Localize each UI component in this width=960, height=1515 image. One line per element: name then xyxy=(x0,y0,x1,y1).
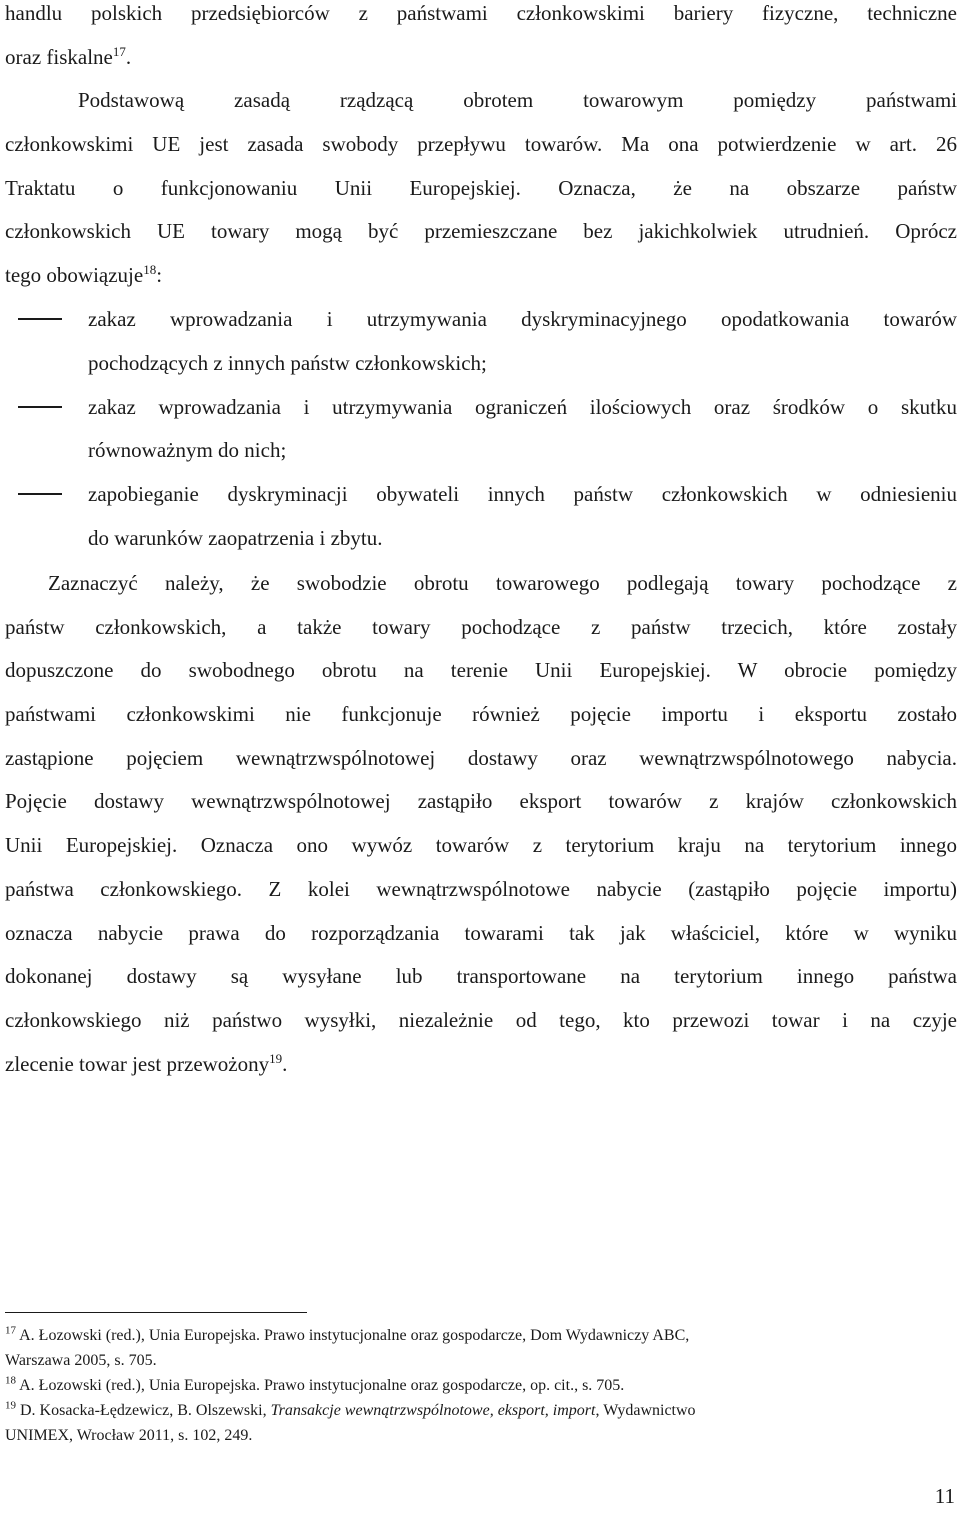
body-line: członkowskiego niż państwo wysyłki, niezależnie od tego, kto przewozi towar i na czyje xyxy=(5,1008,957,1032)
body-line: Zaznaczyć należy, że swobodzie obrotu towarowego podlegają towary pochodzące z xyxy=(48,571,957,595)
body-line: państwa członkowskiego. Z kolei wewnątrzwspólnotowe nabycie (zastąpiło pojęcie importu) xyxy=(5,877,957,901)
footnote-17: $^{17}$ A. Łozowski (red.), Unia Europejska. Prawo instytucjonalne oraz gospodarcze, Dom Wydawniczy ABC, xyxy=(5,1324,690,1344)
footnote-17-cont: Warszawa 2005, s. 705. xyxy=(5,1352,157,1369)
body-line: oznacza nabycie prawa do rozporządzania towarami tak jak właściciel, które w wyniku xyxy=(5,921,957,945)
footnote-separator xyxy=(5,1312,307,1313)
page-number: 11 xyxy=(934,1484,955,1508)
list-dash-icon xyxy=(18,318,62,320)
list-item: pochodzących z innych państw członkowskich; xyxy=(88,351,487,375)
footnote-ref: 18 xyxy=(143,262,157,277)
body-line: państw członkowskich, a także towary pochodzące z państw trzecich, które zostały xyxy=(5,615,957,639)
body-line: Podstawową zasadą rządzącą obrotem towarowym pomiędzy państwami xyxy=(78,88,957,112)
list-item: zapobieganie dyskryminacji obywateli innych państw członkowskich w odniesieniu xyxy=(88,482,957,506)
body-line: Pojęcie dostawy wewnątrzwspólnotowej zastąpiło eksport towarów z krajów członkowskich xyxy=(5,789,957,813)
body-line: Traktatu o funkcjonowaniu Unii Europejskiej. Oznacza, że na obszarze państw xyxy=(5,176,957,200)
list-item: zakaz wprowadzania i utrzymywania ograniczeń ilościowych oraz środków o skutku xyxy=(88,395,957,419)
body-line: oraz fiskalne$^{17}$. xyxy=(5,44,132,69)
body-line: dokonanej dostawy są wysyłane lub transportowane na terytorium innego państwa xyxy=(5,964,957,988)
body-line: tego obowiązuje$^{18}$: xyxy=(5,262,163,287)
footnote-19-cont: UNIMEX, Wrocław 2011, s. 102, 249. xyxy=(5,1427,253,1444)
list-item: zakaz wprowadzania i utrzymywania dyskryminacyjnego opodatkowania towarów xyxy=(88,307,957,331)
footnote-ref: 17 xyxy=(112,44,126,59)
body-line: członkowskimi UE jest zasada swobody przepływu towarów. Ma ona potwierdzenie w art. 26 xyxy=(5,132,957,156)
body-line: członkowskich UE towary mogą być przemieszczane bez jakichkolwiek utrudnień. Oprócz xyxy=(5,219,957,243)
footnote-ref: 19 xyxy=(269,1051,283,1066)
list-dash-icon xyxy=(18,493,62,495)
footnote-18: $^{18}$ A. Łozowski (red.), Unia Europejska. Prawo instytucjonalne oraz gospodarcze, op. cit., s. 705. xyxy=(5,1374,625,1394)
list-item: równoważnym do nich; xyxy=(88,438,287,462)
body-line: zlecenie towar jest przewożony$^{19}$. xyxy=(5,1051,288,1076)
list-item: do warunków zaopatrzenia i zbytu. xyxy=(88,526,383,550)
footnote-19: $^{19}$ D. Kosacka-Łędzewicz, B. Olszewski, Transakcje wewnątrzwspólnotowe, eksport, import, Wydawnictwo xyxy=(5,1399,696,1419)
body-line: zastąpione pojęciem wewnątrzwspólnotowej dostawy oraz wewnątrzwspólnotowego nabycia. xyxy=(5,746,957,770)
body-line: handlu polskich przedsiębiorców z państwami członkowskimi bariery fizyczne, techniczne xyxy=(5,1,957,25)
body-line: dopuszczone do swobodnego obrotu na terenie Unii Europejskiej. W obrocie pomiędzy xyxy=(5,658,957,682)
body-line: Unii Europejskiej. Oznacza ono wywóz towarów z terytorium kraju na terytorium innego xyxy=(5,833,957,857)
list-dash-icon xyxy=(18,406,62,408)
body-line: państwami członkowskimi nie funkcjonuje również pojęcie importu i eksportu zostało xyxy=(5,702,957,726)
